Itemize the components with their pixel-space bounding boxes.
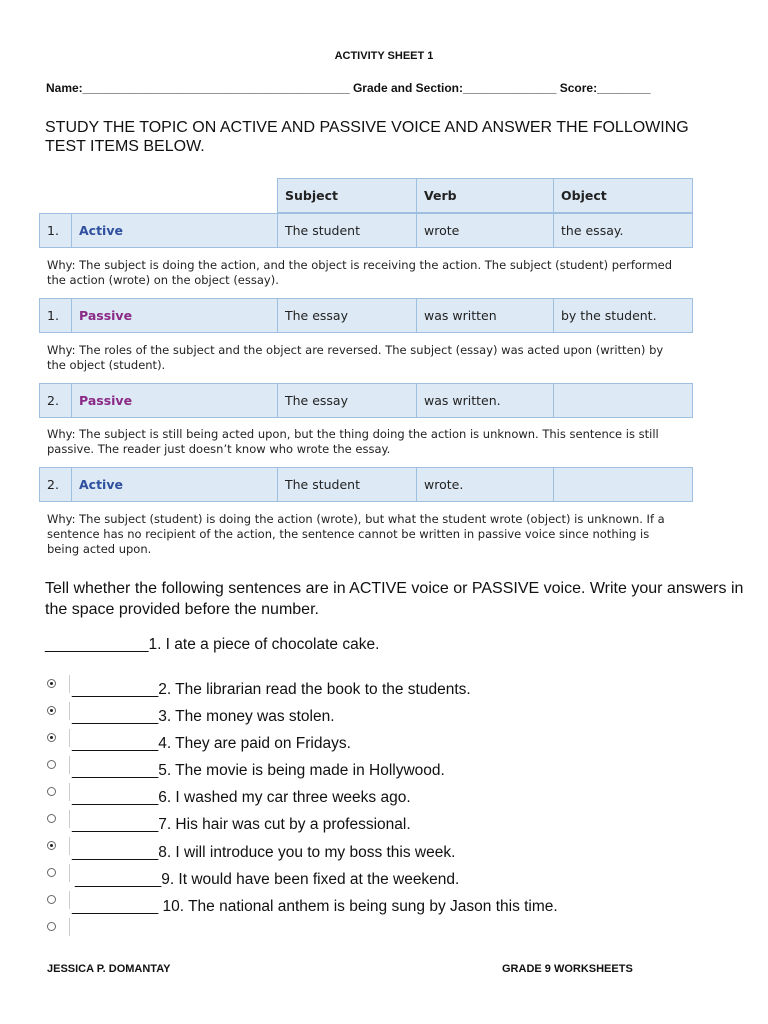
test-item: __________3. The money was stolen.: [72, 708, 335, 725]
test-item: ____________1. I ate a piece of chocolate cake.: [45, 636, 380, 653]
row-subject: The student: [277, 467, 416, 501]
radio-divider: [69, 756, 70, 774]
radio-divider: [69, 891, 70, 909]
row-number: 2.: [39, 467, 71, 501]
row-object: by the student.: [553, 298, 693, 332]
row-number: 1.: [39, 298, 71, 332]
test-item: __________9. It would have been fixed at the weekend.: [75, 871, 460, 888]
test-item: __________7. His hair was cut by a professional.: [72, 816, 411, 833]
row-subject: The student: [277, 213, 416, 247]
header-object: Object: [553, 178, 693, 212]
answer-radio[interactable]: [47, 787, 56, 796]
table-header-row: [277, 178, 693, 213]
radio-divider: [69, 675, 70, 693]
row-subject: The essay: [277, 298, 416, 332]
task-instruction: Tell whether the following sentences are in ACTIVE voice or PASSIVE voice. Write your answers in the space provided before the number.: [45, 580, 744, 618]
test-item: __________6. I washed my car three weeks ago.: [72, 789, 411, 806]
row-verb: wrote: [416, 213, 553, 247]
radio-divider: [69, 702, 70, 720]
row-object: the essay.: [553, 213, 693, 247]
answer-radio[interactable]: [47, 922, 56, 931]
explanation-text: Why: The subject is doing the action, and the object is receiving the action. The subject (student) performed the action (wrote) on the object (essay).: [47, 258, 673, 287]
page-title: ACTIVITY SHEET 1: [334, 50, 434, 62]
row-verb: wrote.: [416, 467, 553, 501]
author-name: JESSICA P. DOMANTAY: [47, 963, 171, 975]
answer-radio[interactable]: [47, 760, 56, 769]
row-voice: Passive: [71, 383, 277, 417]
radio-divider: [69, 837, 70, 855]
row-object: [553, 467, 693, 501]
row-verb: was written: [416, 298, 553, 332]
answer-radio[interactable]: [47, 706, 56, 715]
row-verb: was written.: [416, 383, 553, 417]
test-item: __________5. The movie is being made in Hollywood.: [72, 762, 445, 779]
test-item: __________8. I will introduce you to my boss this week.: [72, 844, 456, 861]
answer-radio[interactable]: [47, 868, 56, 877]
row-number: 1.: [39, 213, 71, 247]
study-instruction: STUDY THE TOPIC ON ACTIVE AND PASSIVE VOICE AND ANSWER THE FOLLOWING TEST ITEMS BELOW.: [45, 119, 689, 155]
radio-divider: [69, 783, 70, 801]
table-row: [39, 467, 693, 502]
table-row: [39, 298, 693, 333]
name-grade-score-line: Name:________________________________________ Grade and Section:______________ Score:________: [46, 81, 651, 95]
row-subject: The essay: [277, 383, 416, 417]
worksheet-label: GRADE 9 WORKSHEETS: [502, 963, 633, 975]
radio-divider: [69, 729, 70, 747]
radio-divider: [69, 918, 70, 936]
answer-radio[interactable]: [47, 679, 56, 688]
row-number: 2.: [39, 383, 71, 417]
answer-radio[interactable]: [47, 733, 56, 742]
row-voice: Active: [71, 467, 277, 501]
row-voice: Active: [71, 213, 277, 247]
answer-radio[interactable]: [47, 841, 56, 850]
test-item: __________4. They are paid on Fridays.: [72, 735, 351, 752]
answer-radio[interactable]: [47, 814, 56, 823]
explanation-text: Why: The subject is still being acted upon, but the thing doing the action is unknown. This sentence is still passive. The reader just doesn’t know who wrote the essay.: [47, 427, 659, 456]
radio-divider: [69, 864, 70, 882]
radio-divider: [69, 810, 70, 828]
answer-radio[interactable]: [47, 895, 56, 904]
table-row: [39, 213, 693, 248]
test-item: __________ 10. The national anthem is being sung by Jason this time.: [72, 898, 558, 915]
header-verb: Verb: [416, 178, 553, 212]
table-row: [39, 383, 693, 418]
header-subject: Subject: [277, 178, 416, 212]
explanation-text: Why: The roles of the subject and the object are reversed. The subject (essay) was acted upon (written) by the object (student).: [47, 343, 664, 372]
row-object: [553, 383, 693, 417]
test-item: __________2. The librarian read the book to the students.: [72, 681, 471, 698]
row-voice: Passive: [71, 298, 277, 332]
explanation-text: Why: The subject (student) is doing the action (wrote), but what the student wrote (object) is unknown. If a sentence has no recipient of the action, the sentence cannot be written in passive voice since nothing is being acted upon.: [47, 512, 665, 556]
